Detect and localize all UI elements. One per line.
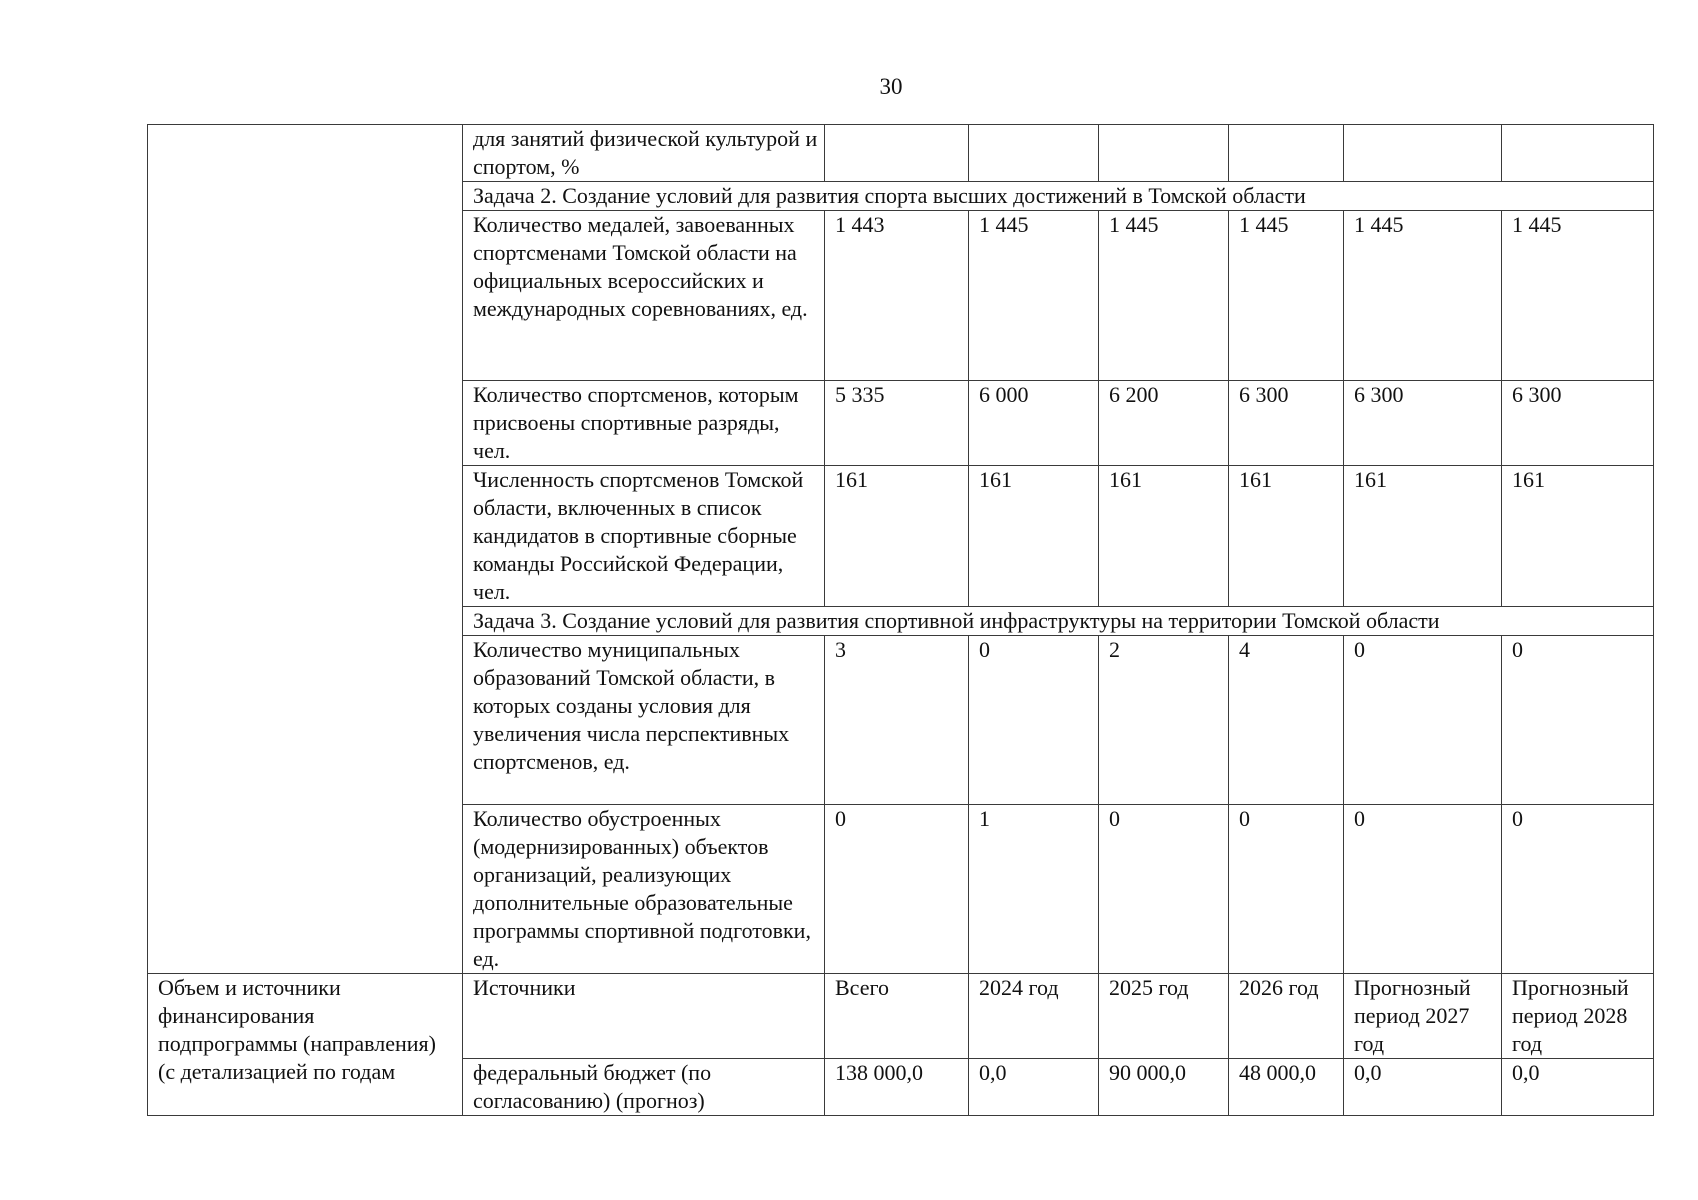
value-cell: 2 [1099,636,1229,805]
value-cell: 161 [1502,466,1654,607]
value-cell [1502,125,1654,182]
indicator-row [148,125,1654,182]
finance-header-total: Всего [825,974,969,1059]
value-cell: 0 [825,805,969,974]
finance-value: 138 000,0 [825,1059,969,1116]
value-cell [1099,125,1229,182]
finance-header-sources: Источники [463,974,825,1059]
value-cell: 4 [1229,636,1344,805]
finance-value: 0,0 [969,1059,1099,1116]
left-empty-cell [148,125,463,974]
value-cell: 1 445 [1099,211,1229,381]
value-cell: 6 200 [1099,381,1229,466]
value-cell [825,125,969,182]
value-cell: 0 [1502,805,1654,974]
value-cell: 6 300 [1502,381,1654,466]
finance-header-2028: Прогнозный период 2028 год [1502,974,1654,1059]
value-cell: 0 [1099,805,1229,974]
finance-label: Объем и источники финансирования подпрограммы (направления) (с детализацией по годам [148,974,463,1116]
value-cell: 1 445 [1502,211,1654,381]
finance-header-2025: 2025 год [1099,974,1229,1059]
value-cell: 0 [1229,805,1344,974]
value-cell: 0 [969,636,1099,805]
value-cell: 1 445 [1229,211,1344,381]
value-cell: 6 000 [969,381,1099,466]
value-cell: 1 [969,805,1099,974]
value-cell: 1 443 [825,211,969,381]
task-heading: Задача 3. Создание условий для развития спортивной инфраструктуры на территории Томской области [463,607,1654,636]
finance-source: федеральный бюджет (по согласованию) (прогноз) [463,1059,825,1116]
indicator-name: Численность спортсменов Томской области, включенных в список кандидатов в спортивные сборные команды Российской Федерации, чел. [463,466,825,607]
task-heading: Задача 2. Создание условий для развития спорта высших достижений в Томской области [463,182,1654,211]
value-cell [1344,125,1502,182]
value-cell: 3 [825,636,969,805]
value-cell: 161 [1099,466,1229,607]
value-cell: 1 445 [1344,211,1502,381]
indicator-name: Количество муниципальных образований Томской области, в которых созданы условия для увеличения числа перспективных спортсменов, ед. [463,636,825,805]
finance-header-2027: Прогнозный период 2027 год [1344,974,1502,1059]
value-cell: 161 [1344,466,1502,607]
finance-value: 0,0 [1344,1059,1502,1116]
value-cell: 0 [1344,805,1502,974]
finance-header-row [148,974,1654,1059]
finance-header-2026: 2026 год [1229,974,1344,1059]
value-cell: 161 [969,466,1099,607]
finance-value: 48 000,0 [1229,1059,1344,1116]
finance-value: 0,0 [1502,1059,1654,1116]
passport-table [147,124,1654,1116]
value-cell: 6 300 [1344,381,1502,466]
indicator-name: Количество обустроенных (модернизированных) объектов организаций, реализующих дополнительные образовательные программы спортивной подготовки, ед. [463,805,825,974]
value-cell: 0 [1502,636,1654,805]
finance-value: 90 000,0 [1099,1059,1229,1116]
value-cell: 5 335 [825,381,969,466]
value-cell: 0 [1344,636,1502,805]
indicator-name: Количество спортсменов, которым присвоены спортивные разряды, чел. [463,381,825,466]
value-cell [1229,125,1344,182]
value-cell [969,125,1099,182]
value-cell: 6 300 [1229,381,1344,466]
page-number: 30 [879,74,903,99]
value-cell: 161 [1229,466,1344,607]
value-cell: 161 [825,466,969,607]
value-cell: 1 445 [969,211,1099,381]
indicator-name: для занятий физической культурой и спортом, % [463,125,825,182]
indicator-name: Количество медалей, завоеванных спортсменами Томской области на официальных всероссийских и международных соревнованиях, ед. [463,211,825,381]
finance-header-2024: 2024 год [969,974,1099,1059]
